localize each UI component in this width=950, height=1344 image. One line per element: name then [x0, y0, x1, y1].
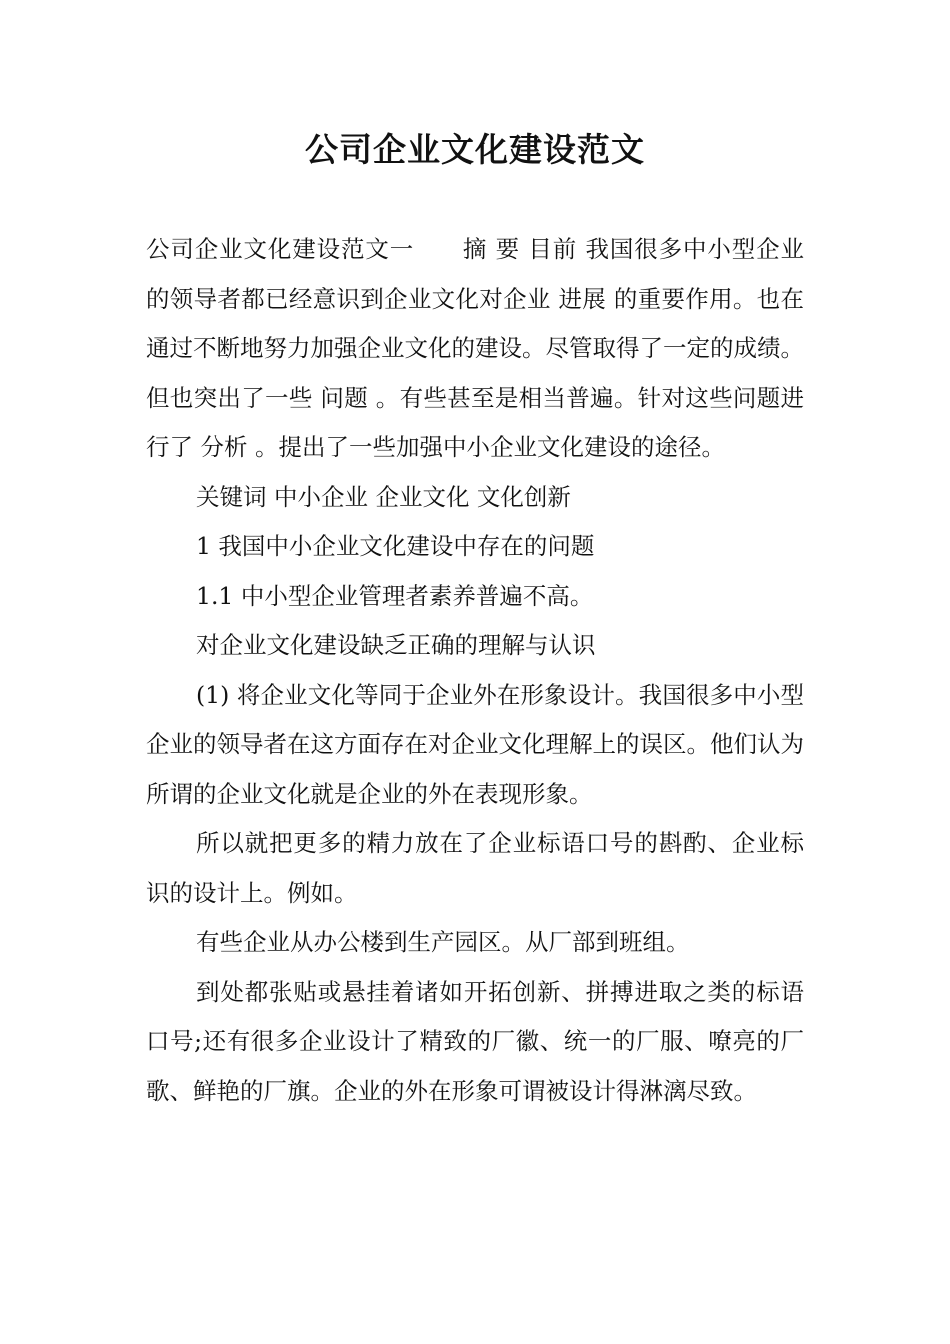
section-heading-1-1: 1.1 中小型企业管理者素养普遍不高。	[196, 581, 594, 610]
paragraph-example: 有些企业从办公楼到生产园区。从厂部到班组。	[196, 928, 690, 956]
paragraph-abstract: 公司企业文化建设范文一 摘 要 目前 我国很多中小型企业 的领导者都已经意识到企业文化对企业 进展 的重要作用。也在通过不断地努力加强企业文化的建设。尽管取得了一定的成绩。但也突出了一些 问题 。有些甚至是相当普遍。针对这些问题进行了 分析 。提出了一些加强中小企业文化建设的途径。	[146, 235, 804, 461]
paragraph-point-1: (1) 将企业文化等同于企业外在形象设计。我国很多中小型企业的领导者在这方面存在对企业文化理解上的误区。他们认为所谓的企业文化就是企业的外在表现形象。	[146, 680, 804, 808]
document-title: 公司企业文化建设范文	[305, 130, 645, 169]
paragraph-keywords: 关键词 中小企业 企业文化 文化创新	[196, 482, 571, 511]
paragraph-details: 到处都张贴或悬挂着诸如开拓创新、拼搏进取之类的标语口号;还有很多企业设计了精致的厂徽、统一的厂服、嘹亮的厂歌、鲜艳的厂旗。企业的外在形象可谓被设计得淋漓尽致。	[146, 977, 804, 1105]
document-body	[146, 225, 804, 1116]
paragraph-slogans: 所以就把更多的精力放在了企业标语口号的斟酌、企业标识的设计上。例如。	[146, 829, 804, 907]
paragraph-subheading: 对企业文化建设缺乏正确的理解与认识	[196, 631, 596, 659]
section-heading-1: 1 我国中小企业文化建设中存在的问题	[196, 532, 595, 560]
